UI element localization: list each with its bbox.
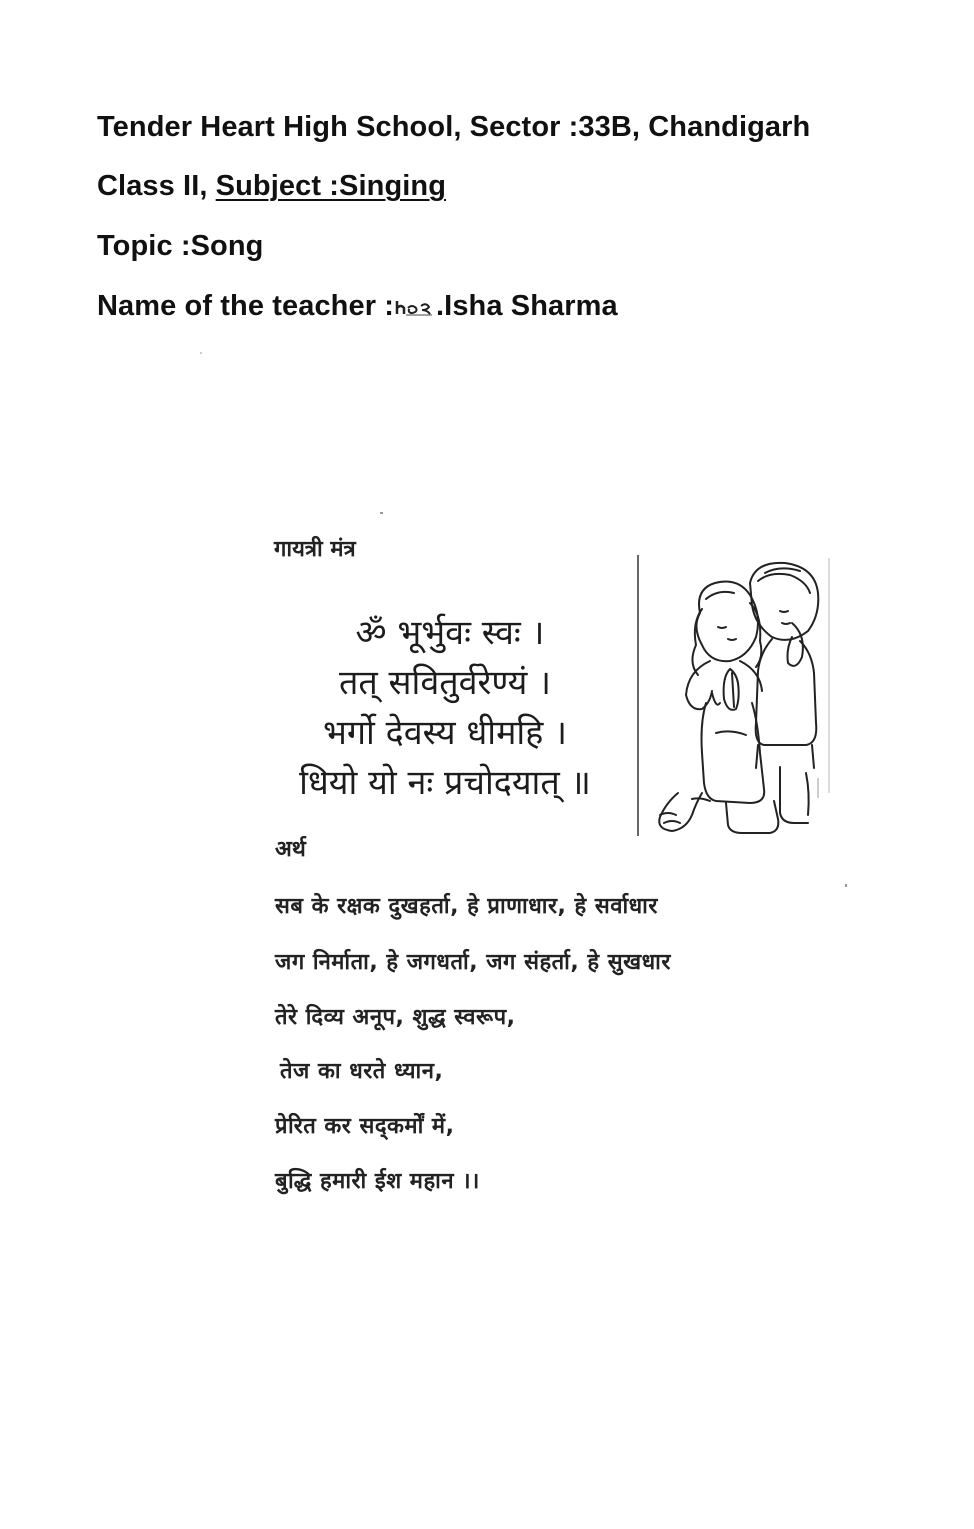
topic-label: Topic :Song [97, 230, 264, 262]
meaning-line: बुद्धि हमारी ईश महान ।। [275, 1169, 480, 1194]
meaning-line: सब के रक्षक दुखहर्ता, हे प्राणाधार, हे सर्वाधार [275, 894, 658, 919]
scan-speck [845, 884, 847, 887]
praying-children-icon [630, 553, 835, 838]
scan-speck [380, 512, 383, 514]
mantra-line: धियो यो नः प्रचोदयात् ॥ [299, 763, 591, 803]
school-name: Tender Heart High School, Sector :33B, Chandigarh [97, 111, 811, 143]
teacher-line [97, 290, 618, 323]
meaning-line: जग निर्माता, हे जगधर्ता, जग संहर्ता, हे सुखधार [275, 950, 671, 975]
meaning-line: प्रेरित कर सद्कर्मों में, [275, 1114, 455, 1139]
teacher-label: Name of the teacher : [97, 290, 395, 322]
teacher-name: .Isha Sharma [436, 290, 618, 322]
class-subject-line [97, 170, 446, 203]
subject-label: Subject :Singing [215, 170, 447, 202]
mantra-line: तत् सवितुर्वरेण्यं । [338, 663, 551, 703]
mantra-line: भर्गो देवस्य धीमहि । [323, 713, 567, 753]
mantra-line: ॐ भूर्भुवः स्वः । [355, 613, 545, 653]
meaning-title: अर्थ [275, 837, 306, 862]
mantra-title: गायत्री मंत्र [274, 537, 356, 562]
meaning-line: तेज का धरते ध्यान, [280, 1059, 444, 1084]
smudged-mark [394, 296, 436, 318]
scan-speck [200, 352, 202, 354]
meaning-line: तेरे दिव्य अनूप, शुद्ध स्वरूप, [275, 1005, 516, 1030]
class-label: Class II, [97, 170, 216, 202]
